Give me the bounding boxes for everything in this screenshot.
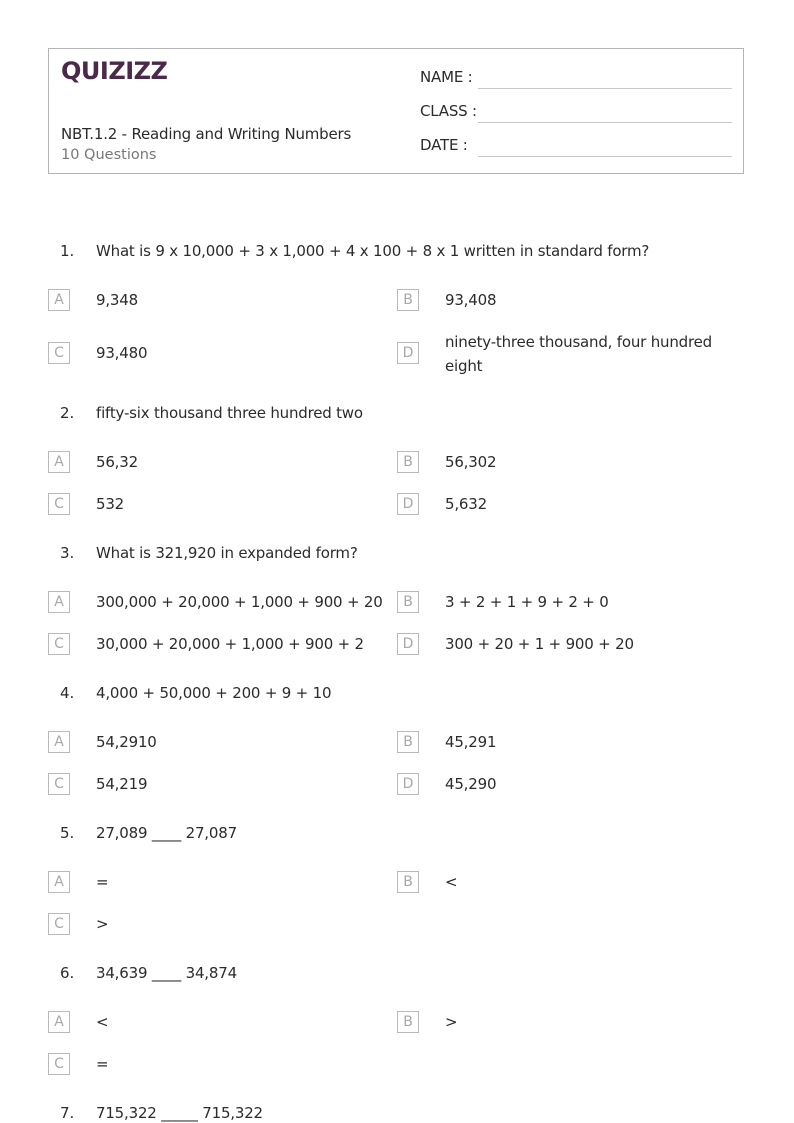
option-letter-box[interactable]: D bbox=[397, 773, 419, 795]
quizizz-logo: QUIZIZZ bbox=[61, 57, 168, 85]
question-number: 5. bbox=[60, 824, 75, 842]
option-text: 56,302 bbox=[445, 453, 497, 471]
option-text: ninety-three thousand, four hundred eight bbox=[445, 333, 712, 375]
option-letter-box[interactable]: A bbox=[48, 1011, 70, 1033]
option-text: 45,291 bbox=[445, 733, 497, 751]
option-letter-box[interactable]: B bbox=[397, 289, 419, 311]
question-number: 7. bbox=[60, 1104, 75, 1122]
option-letter-box[interactable]: C bbox=[48, 342, 70, 364]
option-text: 5,632 bbox=[445, 495, 487, 513]
option-letter-box[interactable]: D bbox=[397, 342, 419, 364]
option-letter-box[interactable]: C bbox=[48, 913, 70, 935]
option-letter-box[interactable]: A bbox=[48, 591, 70, 613]
option-text: 54,219 bbox=[96, 775, 148, 793]
option-text: 93,408 bbox=[445, 291, 497, 309]
option-text: 9,348 bbox=[96, 291, 138, 309]
option-text: < bbox=[445, 873, 458, 891]
option-letter-box[interactable]: B bbox=[397, 591, 419, 613]
question-text: fifty-six thousand three hundred two bbox=[96, 404, 363, 422]
option-letter-box[interactable]: C bbox=[48, 773, 70, 795]
option-letter-box[interactable]: A bbox=[48, 289, 70, 311]
option-letter-box[interactable]: A bbox=[48, 451, 70, 473]
question-text: 715,322 _____ 715,322 bbox=[96, 1104, 263, 1122]
question-text: 27,089 ____ 27,087 bbox=[96, 824, 237, 842]
option-letter-box[interactable]: C bbox=[48, 493, 70, 515]
option-text: 93,480 bbox=[96, 344, 148, 362]
question-text: 34,639 ____ 34,874 bbox=[96, 964, 237, 982]
option-text: 3 + 2 + 1 + 9 + 2 + 0 bbox=[445, 593, 609, 611]
question-text: 4,000 + 50,000 + 200 + 9 + 10 bbox=[96, 684, 332, 702]
question-number: 2. bbox=[60, 404, 75, 422]
date-field[interactable] bbox=[478, 156, 732, 157]
question-number: 1. bbox=[60, 242, 75, 260]
option-text: = bbox=[96, 1055, 109, 1073]
class-label: CLASS : bbox=[420, 102, 477, 120]
question-number: 4. bbox=[60, 684, 75, 702]
date-label: DATE : bbox=[420, 136, 468, 154]
option-text: 300,000 + 20,000 + 1,000 + 900 + 20 bbox=[96, 593, 383, 611]
worksheet-title: NBT.1.2 - Reading and Writing Numbers bbox=[61, 125, 352, 143]
option-letter-box[interactable]: B bbox=[397, 451, 419, 473]
option-letter-box[interactable]: B bbox=[397, 731, 419, 753]
option-letter-box[interactable]: C bbox=[48, 633, 70, 655]
question-text: What is 9 x 10,000 + 3 x 1,000 + 4 x 100 + 8 x 1 written in standard form? bbox=[96, 242, 650, 260]
option-letter-box[interactable]: A bbox=[48, 731, 70, 753]
question-count: 10 Questions bbox=[61, 147, 157, 163]
option-letter-box[interactable]: A bbox=[48, 871, 70, 893]
option-letter-box[interactable]: C bbox=[48, 1053, 70, 1075]
option-letter-box[interactable]: B bbox=[397, 871, 419, 893]
option-text: 54,2910 bbox=[96, 733, 157, 751]
question-text: What is 321,920 in expanded form? bbox=[96, 544, 358, 562]
name-label: NAME : bbox=[420, 68, 473, 86]
option-letter-box[interactable]: D bbox=[397, 493, 419, 515]
option-text: > bbox=[96, 915, 109, 933]
option-text: 30,000 + 20,000 + 1,000 + 900 + 2 bbox=[96, 635, 364, 653]
option-letter-box[interactable]: B bbox=[397, 1011, 419, 1033]
option-text: = bbox=[96, 873, 109, 891]
class-field[interactable] bbox=[478, 122, 732, 123]
worksheet-header bbox=[48, 48, 744, 174]
option-text: 56,32 bbox=[96, 453, 138, 471]
option-letter-box[interactable]: D bbox=[397, 633, 419, 655]
option-text: > bbox=[445, 1013, 458, 1031]
question-number: 6. bbox=[60, 964, 75, 982]
option-text: 532 bbox=[96, 495, 125, 513]
option-text: 300 + 20 + 1 + 900 + 20 bbox=[445, 635, 634, 653]
question-number: 3. bbox=[60, 544, 75, 562]
option-text: 45,290 bbox=[445, 775, 497, 793]
option-text: < bbox=[96, 1013, 109, 1031]
name-field[interactable] bbox=[478, 88, 732, 89]
